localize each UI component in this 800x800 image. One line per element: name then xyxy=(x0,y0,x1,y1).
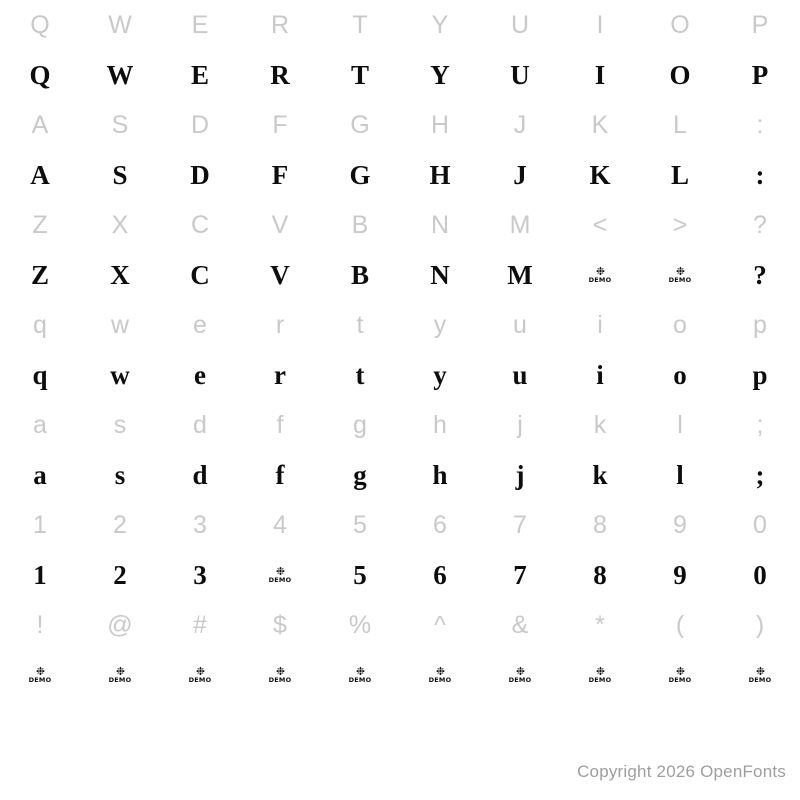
glyph-cell: % xyxy=(348,610,372,639)
glyph-cell xyxy=(80,650,160,700)
glyph-cell: Z xyxy=(30,259,49,290)
glyph-cell: h xyxy=(433,410,447,439)
glyph-cell: E xyxy=(191,10,209,39)
glyph-cell: u xyxy=(512,359,528,390)
glyph-cell: B xyxy=(351,210,369,239)
glyph-cell: : xyxy=(756,110,764,139)
glyph-cell: P xyxy=(751,10,769,39)
demo-leaves-icon: ❉ xyxy=(755,664,765,678)
glyph-cell: 7 xyxy=(513,510,527,539)
glyph-cell: ! xyxy=(36,610,44,639)
demo-leaves-icon: ❉ xyxy=(275,664,285,678)
glyph-cell: M xyxy=(507,259,533,290)
demo-watermark-icon xyxy=(28,664,52,684)
glyph-cell: u xyxy=(513,310,527,339)
glyph-cell: l xyxy=(677,410,683,439)
glyph-cell: 2 xyxy=(113,559,127,590)
glyph-cell: ? xyxy=(753,259,767,290)
glyph-cell: K xyxy=(589,159,611,190)
glyph-cell xyxy=(480,650,560,700)
glyph-cell: L xyxy=(670,159,689,190)
demo-leaves-icon: ❉ xyxy=(595,264,605,278)
glyph-cell: L xyxy=(673,110,687,139)
glyph-cell: & xyxy=(511,610,529,639)
demo-leaves-icon: ❉ xyxy=(195,664,205,678)
glyph-cell: @ xyxy=(107,610,133,639)
glyph-cell xyxy=(560,250,640,300)
glyph-cell: ) xyxy=(755,610,765,639)
glyph-cell: 6 xyxy=(433,559,447,590)
glyph-cell: 1 xyxy=(33,559,47,590)
glyph-cell: I xyxy=(596,10,604,39)
glyph-cell: F xyxy=(272,110,288,139)
glyph-cell: J xyxy=(513,110,527,139)
glyph-cell: o xyxy=(673,310,687,339)
glyph-cell: 5 xyxy=(353,510,367,539)
demo-watermark-icon xyxy=(588,664,612,684)
glyph-cell: t xyxy=(355,359,365,390)
copyright-notice: Copyright 2026 OpenFonts xyxy=(577,762,786,781)
glyph-cell: 5 xyxy=(353,559,367,590)
demo-leaves-icon: ❉ xyxy=(435,664,445,678)
glyph-cell: # xyxy=(193,610,207,639)
glyph-cell: ; xyxy=(756,410,764,439)
demo-label: DEMO xyxy=(668,275,692,284)
glyph-cell: a xyxy=(33,410,47,439)
glyph-cell: Q xyxy=(29,59,51,90)
glyph-cell: 4 xyxy=(273,510,287,539)
glyph-cell: ; xyxy=(755,459,765,490)
glyph-cell: i xyxy=(597,310,603,339)
glyph-cell: D xyxy=(190,110,210,139)
glyph-cell: d xyxy=(192,459,208,490)
glyph-cell xyxy=(400,650,480,700)
demo-watermark-icon xyxy=(188,664,212,684)
demo-watermark-icon xyxy=(588,264,612,284)
demo-watermark-icon xyxy=(348,664,372,684)
glyph-cell xyxy=(640,650,720,700)
glyph-cell: C xyxy=(190,259,210,290)
glyph-cell: k xyxy=(593,410,607,439)
glyph-cell: p xyxy=(752,359,768,390)
glyph-cell: Y xyxy=(431,10,449,39)
glyph-cell xyxy=(160,650,240,700)
glyph-cell: B xyxy=(350,259,369,290)
glyph-cell: U xyxy=(510,10,530,39)
glyph-cell: g xyxy=(353,410,367,439)
glyph-cell: h xyxy=(432,459,448,490)
glyph-cell: V xyxy=(270,259,290,290)
glyph-cell: f xyxy=(276,410,284,439)
glyph-cell: W xyxy=(106,59,134,90)
glyph-cell: 3 xyxy=(193,510,207,539)
glyph-cell: ? xyxy=(753,210,767,239)
glyph-cell: 7 xyxy=(513,559,527,590)
glyph-cell: : xyxy=(755,159,765,190)
glyph-cell: d xyxy=(193,410,207,439)
demo-leaves-icon: ❉ xyxy=(115,664,125,678)
demo-leaves-icon: ❉ xyxy=(675,264,685,278)
glyph-cell: H xyxy=(430,110,450,139)
glyph-cell: e xyxy=(194,359,206,390)
glyph-cell: ^ xyxy=(434,610,446,639)
glyph-cell: Z xyxy=(32,210,48,239)
demo-label: DEMO xyxy=(588,275,612,284)
glyph-cell: t xyxy=(356,310,364,339)
demo-label: DEMO xyxy=(588,675,612,684)
glyph-cell: w xyxy=(110,310,130,339)
glyph-cell xyxy=(0,650,80,700)
glyph-cell: s xyxy=(113,410,127,439)
demo-watermark-icon xyxy=(748,664,772,684)
demo-label: DEMO xyxy=(748,675,772,684)
glyph-cell: W xyxy=(108,10,132,39)
glyph-cell: R xyxy=(270,10,290,39)
glyph-cell: 9 xyxy=(673,510,687,539)
glyph-cell: A xyxy=(31,110,49,139)
glyph-cell: 8 xyxy=(593,559,607,590)
glyph-cell: y xyxy=(433,310,447,339)
glyph-cell: l xyxy=(676,459,684,490)
glyph-cell: y xyxy=(433,359,447,390)
glyph-cell: S xyxy=(112,159,128,190)
glyph-cell: g xyxy=(353,459,367,490)
glyph-cell: q xyxy=(32,359,48,390)
glyph-cell xyxy=(240,550,320,600)
demo-label: DEMO xyxy=(428,675,452,684)
glyph-cell: U xyxy=(510,59,530,90)
demo-watermark-icon xyxy=(268,564,292,584)
demo-leaves-icon: ❉ xyxy=(595,664,605,678)
glyph-cell: G xyxy=(349,159,371,190)
glyph-cell: A xyxy=(30,159,50,190)
glyph-cell: X xyxy=(110,259,130,290)
glyph-cell: k xyxy=(592,459,608,490)
demo-label: DEMO xyxy=(28,675,52,684)
demo-leaves-icon: ❉ xyxy=(675,664,685,678)
glyph-cell: T xyxy=(350,59,369,90)
demo-label: DEMO xyxy=(268,675,292,684)
glyph-cell: p xyxy=(753,310,767,339)
glyph-cell: V xyxy=(271,210,289,239)
glyph-cell: N xyxy=(430,259,450,290)
glyph-cell: 9 xyxy=(673,559,687,590)
glyph-cell: r xyxy=(274,359,286,390)
glyph-cell: i xyxy=(596,359,604,390)
demo-label: DEMO xyxy=(188,675,212,684)
glyph-cell: w xyxy=(110,359,130,390)
glyph-cell: D xyxy=(190,159,210,190)
glyph-cell: 8 xyxy=(593,510,607,539)
demo-label: DEMO xyxy=(108,675,132,684)
demo-leaves-icon: ❉ xyxy=(35,664,45,678)
glyph-cell: 6 xyxy=(433,510,447,539)
demo-leaves-icon: ❉ xyxy=(355,664,365,678)
glyph-cell: a xyxy=(33,459,47,490)
demo-watermark-icon xyxy=(428,664,452,684)
glyph-cell: Y xyxy=(430,59,450,90)
glyph-cell xyxy=(640,250,720,300)
glyph-cell: J xyxy=(513,159,527,190)
glyph-cell xyxy=(560,650,640,700)
glyph-cell: s xyxy=(114,459,126,490)
glyph-cell: 2 xyxy=(113,510,127,539)
demo-label: DEMO xyxy=(348,675,372,684)
glyph-cell: 3 xyxy=(193,559,207,590)
demo-label: DEMO xyxy=(508,675,532,684)
glyph-cell: > xyxy=(672,210,688,239)
glyph-cell: 0 xyxy=(753,510,767,539)
demo-watermark-icon xyxy=(268,664,292,684)
glyph-cell: P xyxy=(751,59,769,90)
demo-label: DEMO xyxy=(268,575,292,584)
glyph-cell: S xyxy=(111,110,129,139)
glyph-cell: R xyxy=(270,59,290,90)
glyph-cell xyxy=(720,650,800,700)
glyph-cell: O xyxy=(669,59,691,90)
glyph-cell: o xyxy=(673,359,687,390)
glyph-cell xyxy=(320,650,400,700)
glyph-cell: C xyxy=(190,210,210,239)
demo-watermark-icon xyxy=(668,264,692,284)
demo-watermark-icon xyxy=(108,664,132,684)
glyph-cell: 0 xyxy=(753,559,767,590)
glyph-cell: M xyxy=(509,210,531,239)
glyph-cell: H xyxy=(429,159,451,190)
glyph-cell: * xyxy=(595,610,605,639)
glyph-cell: 1 xyxy=(33,510,47,539)
glyph-cell: j xyxy=(515,459,525,490)
glyph-cell: G xyxy=(350,110,370,139)
glyph-cell: r xyxy=(275,310,285,339)
glyph-cell: e xyxy=(193,310,207,339)
glyph-cell: O xyxy=(670,10,690,39)
glyph-cell: N xyxy=(430,210,450,239)
glyph-cell: $ xyxy=(273,610,287,639)
demo-watermark-icon xyxy=(508,664,532,684)
demo-leaves-icon: ❉ xyxy=(515,664,525,678)
glyph-cell xyxy=(240,650,320,700)
glyph-cell: j xyxy=(517,410,523,439)
glyph-cell: T xyxy=(352,10,368,39)
glyph-cell: X xyxy=(111,210,129,239)
glyph-cell: f xyxy=(275,459,285,490)
glyph-cell: Q xyxy=(30,10,50,39)
glyph-cell: < xyxy=(592,210,608,239)
glyph-cell: K xyxy=(591,110,609,139)
glyph-cell: I xyxy=(594,59,606,90)
demo-label: DEMO xyxy=(668,675,692,684)
glyph-cell: E xyxy=(190,59,209,90)
glyph-cell: q xyxy=(33,310,47,339)
demo-leaves-icon: ❉ xyxy=(275,564,285,578)
glyph-cell: ( xyxy=(675,610,685,639)
glyph-cell: F xyxy=(271,159,289,190)
demo-watermark-icon xyxy=(668,664,692,684)
